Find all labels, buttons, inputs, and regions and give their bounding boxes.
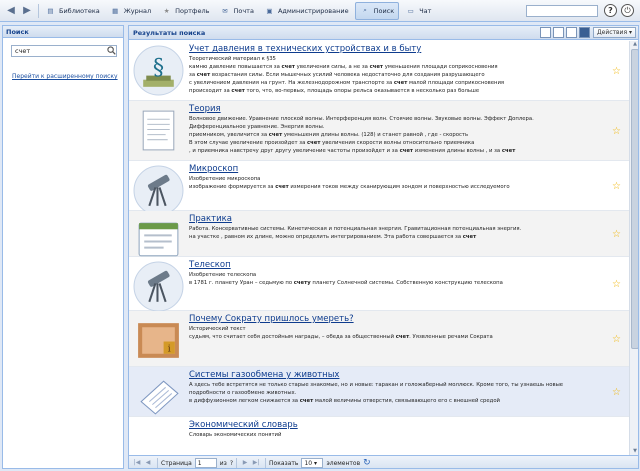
star-icon: ★ bbox=[163, 6, 170, 15]
result-title-link[interactable]: Почему Сократу пришлось умереть? bbox=[189, 314, 354, 324]
result-row[interactable] bbox=[129, 211, 629, 257]
paper-icon bbox=[133, 371, 184, 422]
toolbar-item-mail[interactable] bbox=[215, 2, 257, 20]
toolbar-item-library[interactable] bbox=[41, 2, 104, 20]
result-type: Теоретический материал к §35 bbox=[189, 56, 276, 62]
snippet-text: с увеличением давления на грунт. На железнодорожном транспорте за bbox=[189, 80, 394, 86]
toolbar-item-journal[interactable] bbox=[106, 2, 155, 20]
snippet-highlight: счет bbox=[299, 398, 314, 404]
view-list-icon[interactable] bbox=[566, 27, 577, 38]
result-type: А здесь тебе встретятся не только старые знакомые, но и новые: таракан и голожаберный моллюск. Кроме того, ты узнаешь новые bbox=[189, 382, 564, 388]
result-title-link[interactable]: Учет давления в технических устройствах и в быту bbox=[189, 44, 422, 54]
snippet-highlight: счет bbox=[281, 64, 295, 70]
snippet-highlight: счет bbox=[395, 334, 410, 340]
pager-separator bbox=[157, 458, 158, 468]
snippet-highlight: счету bbox=[293, 280, 311, 286]
result-snippet-line bbox=[189, 80, 504, 86]
view-single-icon[interactable] bbox=[540, 27, 551, 38]
search-panel bbox=[2, 25, 124, 469]
result-title-link[interactable]: Системы газообмена у животных bbox=[189, 370, 340, 380]
result-title-link[interactable]: Практика bbox=[189, 214, 232, 224]
refresh-icon[interactable]: ↻ bbox=[363, 458, 371, 468]
result-type: Изобретение телескопа bbox=[189, 272, 257, 278]
result-snippet-line bbox=[189, 124, 325, 130]
svg-text:§: § bbox=[152, 54, 165, 81]
show-label: Показать bbox=[269, 459, 299, 467]
view-grid-icon[interactable] bbox=[579, 27, 590, 38]
result-row[interactable] bbox=[129, 257, 629, 311]
favorite-star-icon[interactable]: ☆ bbox=[612, 66, 621, 77]
snippet-highlight: счет bbox=[501, 148, 516, 154]
toolbar-item-label: Администрирование bbox=[277, 6, 349, 15]
top-search-input[interactable] bbox=[526, 5, 598, 17]
prev-page-icon[interactable]: ◀ bbox=[145, 459, 151, 466]
snippet-highlight: счет bbox=[196, 72, 211, 78]
pager-separator bbox=[236, 458, 237, 468]
next-page-icon[interactable]: ▶ bbox=[242, 459, 248, 466]
snippet-text: происходит за bbox=[189, 88, 232, 94]
snippet-text: планету Солнечной системы. Собственную конструкцию телескопа bbox=[310, 280, 503, 286]
result-row[interactable] bbox=[129, 41, 629, 101]
result-row[interactable] bbox=[129, 367, 629, 417]
scroll-up-icon[interactable]: ▲ bbox=[633, 41, 637, 47]
result-snippet-line bbox=[189, 116, 534, 122]
result-type: Исторический текст bbox=[189, 326, 246, 332]
of-label: из bbox=[219, 459, 227, 467]
advanced-search-link[interactable]: Перейти к расширенному поиску bbox=[12, 73, 118, 80]
result-snippet-line bbox=[189, 72, 485, 78]
result-snippet-line bbox=[189, 390, 296, 396]
result-snippet-line bbox=[189, 132, 468, 138]
page-input[interactable]: 1 bbox=[195, 458, 217, 468]
result-title-link[interactable]: Теория bbox=[189, 104, 221, 114]
snippet-highlight: счет bbox=[231, 88, 245, 94]
favorite-star-icon[interactable]: ☆ bbox=[612, 387, 621, 398]
toolbar-item-admin[interactable] bbox=[260, 2, 353, 20]
result-type: Работа. Консервативные системы. Кинетическая и потенциальная энергия. Гравитационная потенциальная энергия. bbox=[189, 226, 522, 232]
result-snippet-line bbox=[189, 88, 479, 94]
toolbar-item-label: Журнал bbox=[123, 6, 152, 15]
result-snippet-line bbox=[189, 398, 500, 404]
result-type: Изобретение микроскопа bbox=[189, 176, 261, 182]
result-type: Словарь экономических понятий bbox=[189, 432, 282, 438]
results-list bbox=[129, 41, 629, 455]
favorite-star-icon[interactable]: ☆ bbox=[612, 334, 621, 345]
toolbar-item-label: Библиотека bbox=[59, 6, 100, 15]
search-input[interactable]: счет bbox=[11, 45, 117, 57]
last-page-icon[interactable]: ▶| bbox=[252, 459, 260, 466]
search-icon: ⌕ bbox=[363, 6, 367, 14]
library-icon: ▤ bbox=[47, 6, 54, 15]
snippet-text: измерения токов между сканирующим зондом и поверхностью исследуемого bbox=[288, 184, 510, 190]
favorite-star-icon[interactable]: ☆ bbox=[612, 126, 621, 137]
chat-icon: ▭ bbox=[407, 6, 414, 15]
snippet-text: на участке , равном их длине, можно определить интегрированием. Эта работа совершается за bbox=[189, 234, 463, 240]
snippet-highlight: счет bbox=[393, 80, 408, 86]
snippet-highlight: счет bbox=[399, 148, 414, 154]
result-snippet-line bbox=[189, 234, 476, 240]
snippet-text: увеличения силы, а не за bbox=[295, 64, 370, 70]
toolbar-item-search[interactable] bbox=[355, 2, 400, 20]
favorite-star-icon[interactable]: ☆ bbox=[612, 229, 621, 240]
snippet-highlight: счет bbox=[307, 140, 321, 146]
result-snippet-line bbox=[189, 148, 515, 154]
result-title-link[interactable]: Телескоп bbox=[189, 260, 231, 270]
document-icon bbox=[133, 105, 184, 156]
pager-separator bbox=[265, 458, 266, 468]
snippet-text: судьям, что считает себя достойным награды, – обеда за общественный bbox=[189, 334, 396, 340]
snippet-text: малой величины отверстия, связывающего его с внешней средой bbox=[313, 398, 501, 404]
forward-arrow-icon[interactable]: ▶ bbox=[23, 5, 31, 16]
snippet-text: уменьшения длины волны. (128) и станет равной , где - скорость bbox=[282, 132, 469, 138]
snippet-highlight: счет bbox=[275, 184, 289, 190]
results-title: Результаты поиска bbox=[133, 28, 206, 37]
toolbar-item-label: Портфель bbox=[175, 6, 210, 15]
snippet-text: того, что, во-первых, площадь опоры рельса оказывается в несколько раз больше bbox=[244, 88, 480, 94]
search-panel-title: Поиск bbox=[3, 26, 123, 38]
results-header bbox=[129, 26, 638, 40]
help-icon[interactable]: ? bbox=[604, 4, 617, 17]
snippet-text: . Уязвленные речами Сократа bbox=[409, 334, 493, 340]
journal-icon: ▦ bbox=[112, 6, 119, 15]
result-title-link[interactable]: Микроскоп bbox=[189, 164, 239, 174]
result-row[interactable] bbox=[129, 311, 629, 367]
toolbar-item-label: Чат bbox=[419, 6, 432, 15]
search-icon[interactable] bbox=[107, 46, 116, 55]
snippet-text: в 1781 г. планету Уран – седьмую по bbox=[189, 280, 294, 286]
snippet-text: в диффузионном легком снижается за bbox=[189, 398, 300, 404]
snippet-text: В этом случае увеличение произойдет за bbox=[189, 140, 308, 146]
snippet-text: уменьшения площади соприкосновения bbox=[383, 64, 498, 70]
snippet-text: камню давление повышается за bbox=[189, 64, 282, 70]
favorite-star-icon[interactable]: ☆ bbox=[612, 279, 621, 290]
snippet-text: Волновое движение. Уравнение плоской волны. Интерференция волн. Стоячие волны. Звуковые волны. Эффект Доплера. bbox=[189, 116, 534, 122]
page-label: Страница bbox=[161, 459, 192, 467]
result-row[interactable] bbox=[129, 417, 629, 455]
snippet-text: подробности о газообмене животных. bbox=[189, 390, 297, 396]
snippet-highlight: счет bbox=[462, 234, 477, 240]
results-scrollbar[interactable] bbox=[629, 41, 639, 455]
toolbar-item-label: Почта bbox=[233, 6, 254, 15]
snippet-text: малой площади соприкосновения bbox=[407, 80, 505, 86]
telescope-icon bbox=[133, 261, 184, 312]
toolbar-item-star[interactable] bbox=[157, 2, 213, 20]
microscope-icon bbox=[133, 165, 184, 216]
result-title-link[interactable]: Экономический словарь bbox=[189, 420, 298, 430]
items-label: элементов bbox=[326, 459, 361, 467]
book-icon bbox=[133, 315, 184, 366]
law-icon bbox=[133, 45, 184, 96]
snippet-text: изображение формируется за bbox=[189, 184, 276, 190]
result-snippet-line bbox=[189, 140, 474, 146]
snippet-text: приемником, увеличится за bbox=[189, 132, 269, 138]
snippet-highlight: счет bbox=[369, 64, 384, 70]
svg-text:i: i bbox=[167, 343, 171, 355]
admin-icon: ▣ bbox=[266, 6, 273, 15]
power-icon[interactable]: ⏻ bbox=[621, 4, 634, 17]
snippet-text: изменения длины волны , и за bbox=[413, 148, 502, 154]
view-split-icon[interactable] bbox=[553, 27, 564, 38]
first-page-icon[interactable]: |◀ bbox=[133, 459, 141, 466]
snippet-highlight: счет bbox=[268, 132, 283, 138]
result-snippet-line bbox=[189, 280, 503, 286]
back-arrow-icon[interactable]: ◀ bbox=[7, 5, 15, 16]
result-snippet-line bbox=[189, 184, 510, 190]
actions-button[interactable]: Действия ▾ bbox=[593, 27, 636, 38]
result-snippet-line bbox=[189, 334, 493, 340]
result-row[interactable] bbox=[129, 161, 629, 211]
snippet-text: возрастания силы. Если мышечных усилий человека недостаточно для создания разрушающего bbox=[210, 72, 485, 78]
favorite-star-icon[interactable]: ☆ bbox=[612, 181, 621, 192]
toolbar-item-chat[interactable] bbox=[401, 2, 435, 20]
pager bbox=[129, 455, 639, 469]
result-snippet-line bbox=[189, 64, 498, 70]
snippet-text: увеличения скорости волны относительно приемника bbox=[320, 140, 475, 146]
snippet-text: Дифференциальное уравнение. Энергия волны. bbox=[189, 124, 325, 130]
result-row[interactable] bbox=[129, 101, 629, 161]
scroll-thumb[interactable] bbox=[631, 49, 639, 349]
mail-icon: ✉ bbox=[222, 6, 228, 15]
page-size-select[interactable]: 10 ▾ bbox=[301, 458, 323, 468]
scroll-down-icon[interactable]: ▼ bbox=[633, 448, 637, 454]
snippet-text: , и приемника навстречу друг другу увеличение частоты произойдет и за bbox=[189, 148, 400, 154]
snippet-text: за bbox=[189, 72, 197, 78]
total-pages: ? bbox=[229, 459, 234, 467]
toolbar-separator bbox=[38, 4, 39, 18]
toolbar-item-label: Поиск bbox=[373, 6, 395, 15]
results-panel bbox=[128, 25, 639, 469]
